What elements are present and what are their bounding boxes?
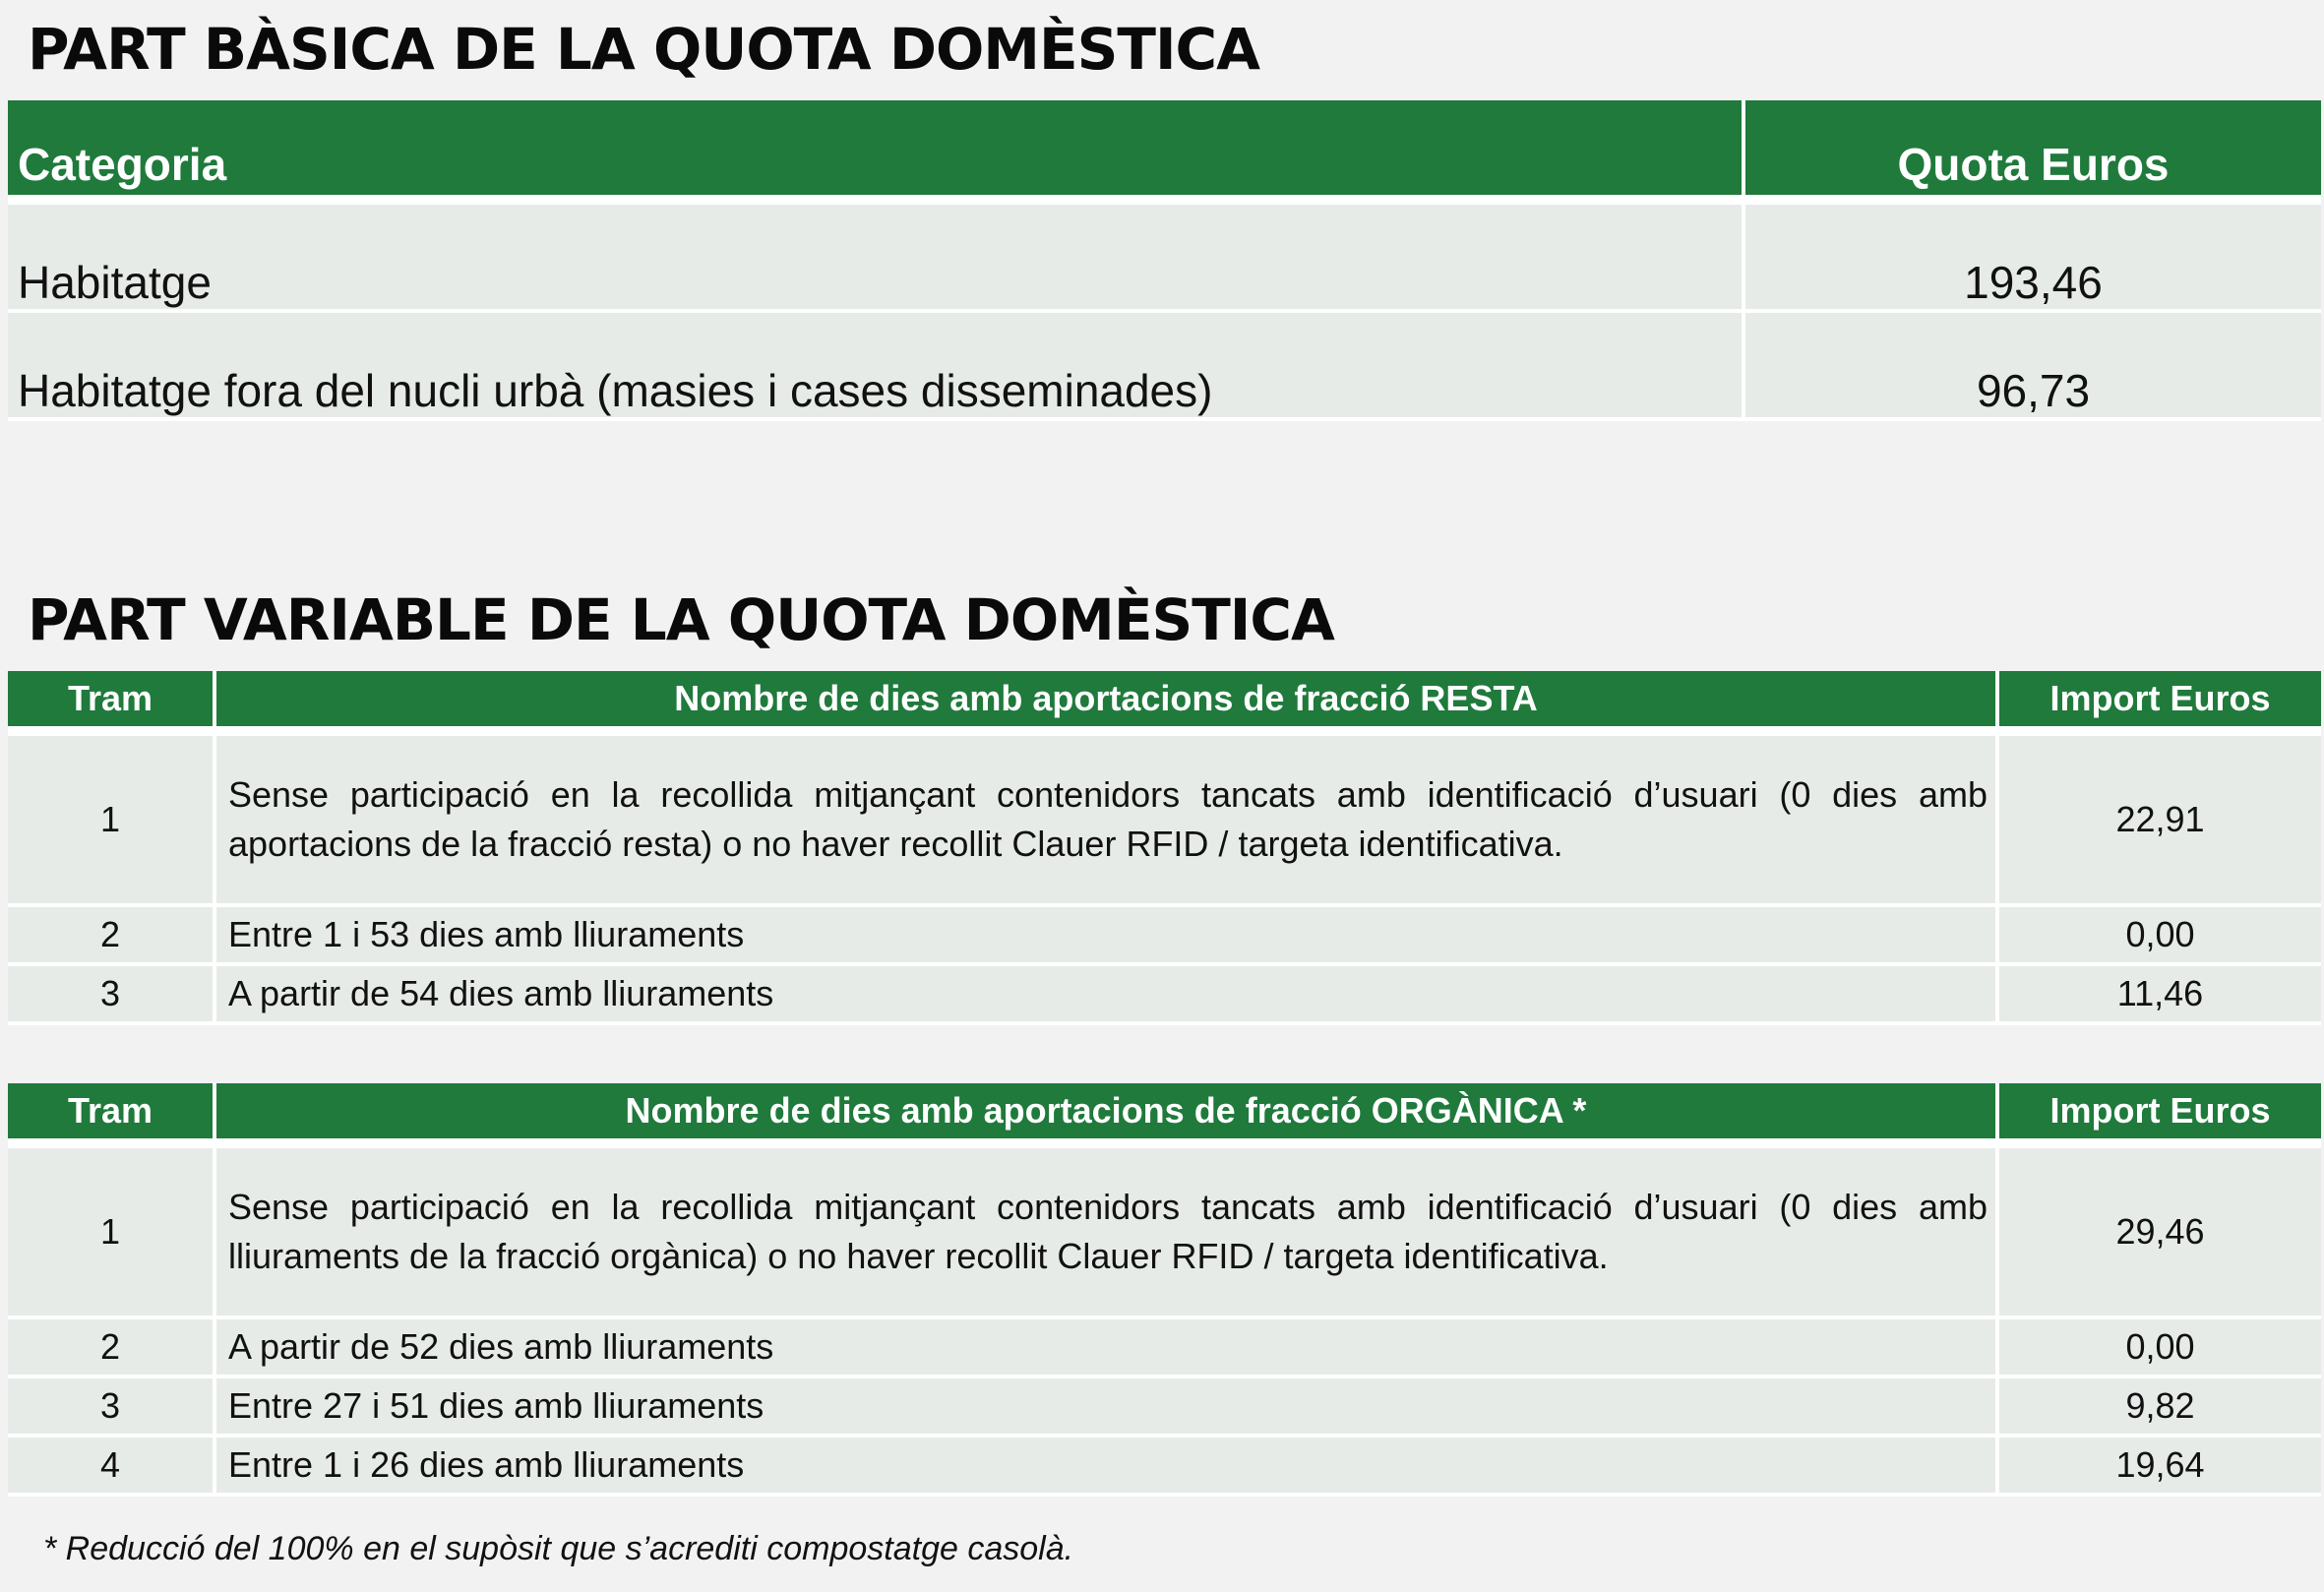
cell-import: 0,00: [1999, 907, 2321, 966]
organica-fraction-table: [8, 1083, 2321, 1497]
resta-fraction-table: [8, 671, 2321, 1025]
header-import-euros: Import Euros: [1999, 671, 2321, 736]
footnote: * Reducció del 100% en el supòsit que s’acrediti compostatge casolà.: [43, 1530, 1074, 1567]
table-row: [8, 1438, 2321, 1497]
table-row: [8, 1378, 2321, 1438]
header-tram: Tram: [8, 671, 216, 736]
cell-description: A partir de 54 dies amb lliuraments: [216, 966, 1999, 1025]
table-row: [8, 313, 2321, 421]
header-tram: Tram: [8, 1083, 216, 1148]
table-header-row: [8, 100, 2321, 205]
header-quota-euros: Quota Euros: [1745, 100, 2321, 205]
cell-import: 0,00: [1999, 1319, 2321, 1378]
cell-description: Sense participació en la recollida mitjançant contenidors tancats amb identificació d’usuari (0 dies amb lliuraments de la fracció orgànica) o no haver recollit Clauer RFID / targeta identificativa.: [216, 1148, 1999, 1319]
table-row: [8, 205, 2321, 313]
cell-description: Sense participació en la recollida mitjançant contenidors tancats amb identificació d’usuari (0 dies amb aportacions de la fracció resta) o no haver recollit Clauer RFID / targeta identificativa.: [216, 736, 1999, 907]
table-row: [8, 1148, 2321, 1319]
cell-tram: 3: [8, 1378, 216, 1438]
cell-tram: 4: [8, 1438, 216, 1497]
header-categoria: Categoria: [8, 100, 1745, 205]
cell-quota: 193,46: [1745, 205, 2321, 313]
cell-description: Entre 1 i 53 dies amb lliuraments: [216, 907, 1999, 966]
cell-tram: 1: [8, 736, 216, 907]
cell-import: 22,91: [1999, 736, 2321, 907]
cell-tram: 2: [8, 907, 216, 966]
header-import-euros: Import Euros: [1999, 1083, 2321, 1148]
cell-description: Entre 27 i 51 dies amb lliuraments: [216, 1378, 1999, 1438]
cell-import: 11,46: [1999, 966, 2321, 1025]
table-header-row: [8, 1083, 2321, 1148]
cell-tram: 2: [8, 1319, 216, 1378]
cell-quota: 96,73: [1745, 313, 2321, 421]
table-header-row: [8, 671, 2321, 736]
header-description: Nombre de dies amb aportacions de fracció RESTA: [216, 671, 1999, 736]
cell-import: 9,82: [1999, 1378, 2321, 1438]
cell-description: A partir de 52 dies amb lliuraments: [216, 1319, 1999, 1378]
cell-category: Habitatge fora del nucli urbà (masies i cases disseminades): [8, 313, 1745, 421]
table-row: [8, 736, 2321, 907]
cell-tram: 3: [8, 966, 216, 1025]
basic-quota-title: PART BÀSICA DE LA QUOTA DOMÈSTICA: [28, 16, 1259, 83]
table-row: [8, 1319, 2321, 1378]
cell-description: Entre 1 i 26 dies amb lliuraments: [216, 1438, 1999, 1497]
cell-category: Habitatge: [8, 205, 1745, 313]
header-description: Nombre de dies amb aportacions de fracció ORGÀNICA *: [216, 1083, 1999, 1148]
basic-quota-table: [8, 100, 2321, 421]
cell-tram: 1: [8, 1148, 216, 1319]
table-row: [8, 966, 2321, 1025]
variable-quota-title: PART VARIABLE DE LA QUOTA DOMÈSTICA: [28, 586, 1334, 653]
table-row: [8, 907, 2321, 966]
cell-import: 29,46: [1999, 1148, 2321, 1319]
cell-import: 19,64: [1999, 1438, 2321, 1497]
